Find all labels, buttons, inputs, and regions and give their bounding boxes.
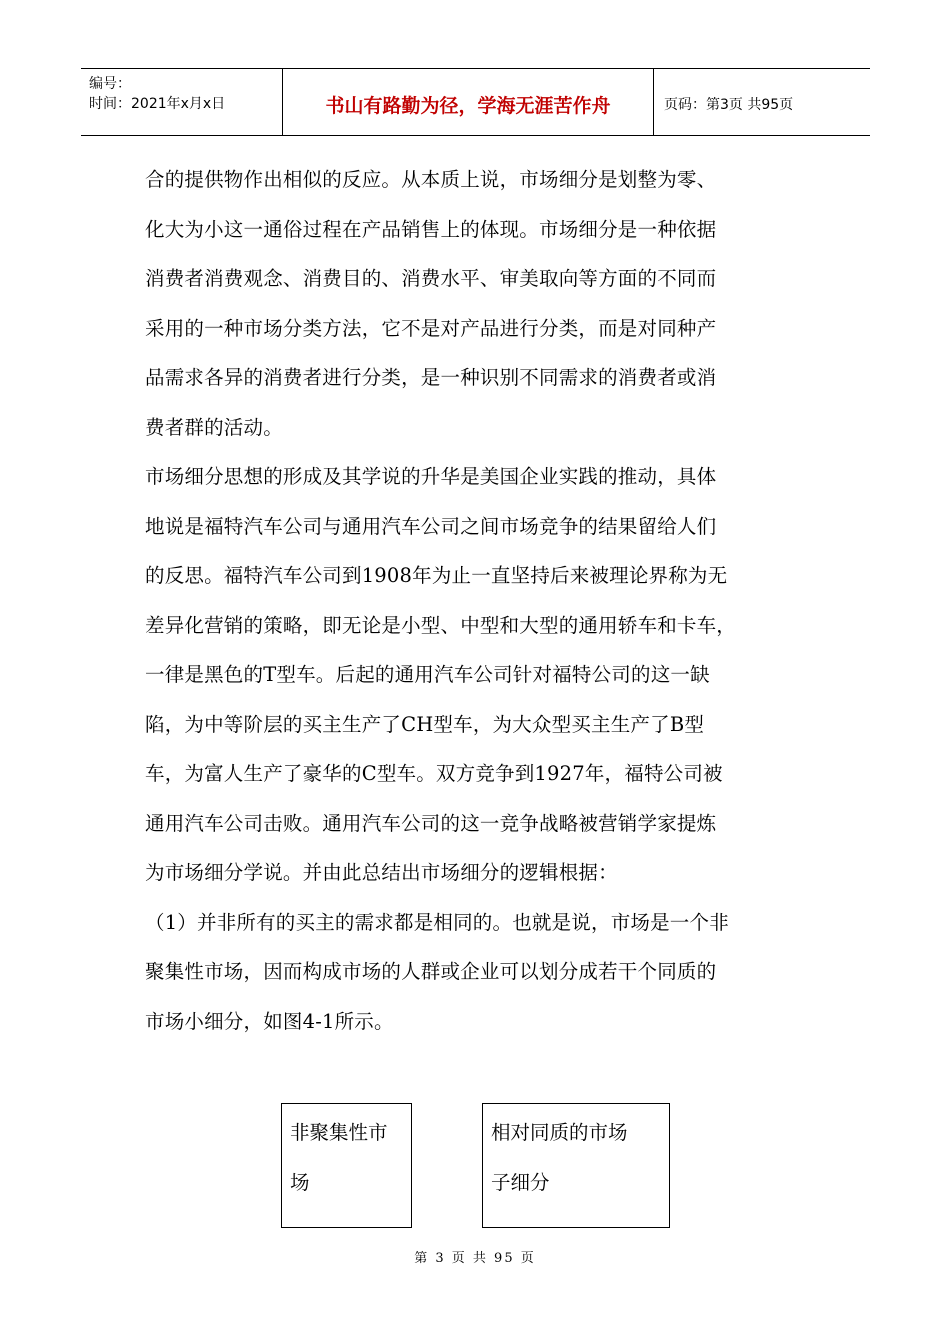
body-line: 一律是黑色的T型车。后起的通用汽车公司针对福特公司的这一缺: [145, 663, 710, 686]
figure-box-homogeneous-segment: [482, 1103, 670, 1228]
body-line: 市场小细分，如图4-1所示。: [145, 1009, 394, 1033]
body-line: 市场细分思想的形成及其学说的升华是美国企业实践的推动，具体: [145, 465, 717, 488]
body-line: 差异化营销的策略，即无论是小型、中型和大型的通用轿车和卡车，: [145, 613, 737, 637]
body-line: 车，为富人生产了豪华的C型车。双方竞争到1927年，福特公司被: [145, 762, 723, 785]
figure-box-text: 场: [290, 1171, 310, 1194]
header-meta: [81, 69, 283, 135]
body-line: 采用的一种市场分类方法，它不是对产品进行分类，而是对同种产: [145, 316, 717, 340]
body-line: 为市场细分学说。并由此总结出市场细分的逻辑根据：: [145, 861, 618, 884]
page-footer: 第 3 页 共 95 页: [414, 1251, 536, 1266]
body-line: （1）并非所有的买主的需求都是相同的。也就是说，市场是一个非: [145, 910, 729, 934]
body-line: 地说是福特汽车公司与通用汽车公司之间市场竞争的结果留给人们: [145, 514, 717, 538]
body-line: 化大为小这一通俗过程在产品销售上的体现。市场细分是一种依据: [145, 217, 717, 241]
body-line: 聚集性市场，因而构成市场的人群或企业可以划分成若干个同质的: [145, 960, 717, 983]
body-line: 消费者消费观念、消费目的、消费水平、审美取向等方面的不同而: [145, 267, 717, 290]
body-line: 费者群的活动。: [145, 415, 283, 439]
figure-box-text: 相对同质的市场: [491, 1121, 628, 1144]
body-line: 品需求各异的消费者进行分类，是一种识别不同需求的消费者或消: [145, 366, 717, 389]
header-page-info: 页码：第3页 共95页: [664, 97, 794, 113]
figure-box-text: 子细分: [491, 1171, 550, 1194]
document-date: 时间：2021年x月x日: [89, 96, 226, 112]
body-line: 陷，为中等阶层的买主生产了CH型车，为大众型买主生产了B型: [145, 712, 705, 736]
header-motto: 书山有路勤为径，学海无涯苦作舟: [283, 69, 654, 135]
body-line: 的反思。福特汽车公司到1908年为止一直坚持后来被理论界称为无: [145, 564, 728, 587]
page-header: [81, 68, 870, 136]
document-number-label: 编号：: [89, 76, 131, 92]
body-line: 通用汽车公司击败。通用汽车公司的这一竞争战略被营销学家提炼: [145, 811, 717, 835]
figure-box-text: 非聚集性市: [290, 1121, 388, 1144]
body-text: [145, 155, 815, 1046]
figure-box-non-aggregated-market: [281, 1103, 412, 1228]
body-line: 合的提供物作出相似的反应。从本质上说，市场细分是划整为零、: [145, 168, 717, 191]
